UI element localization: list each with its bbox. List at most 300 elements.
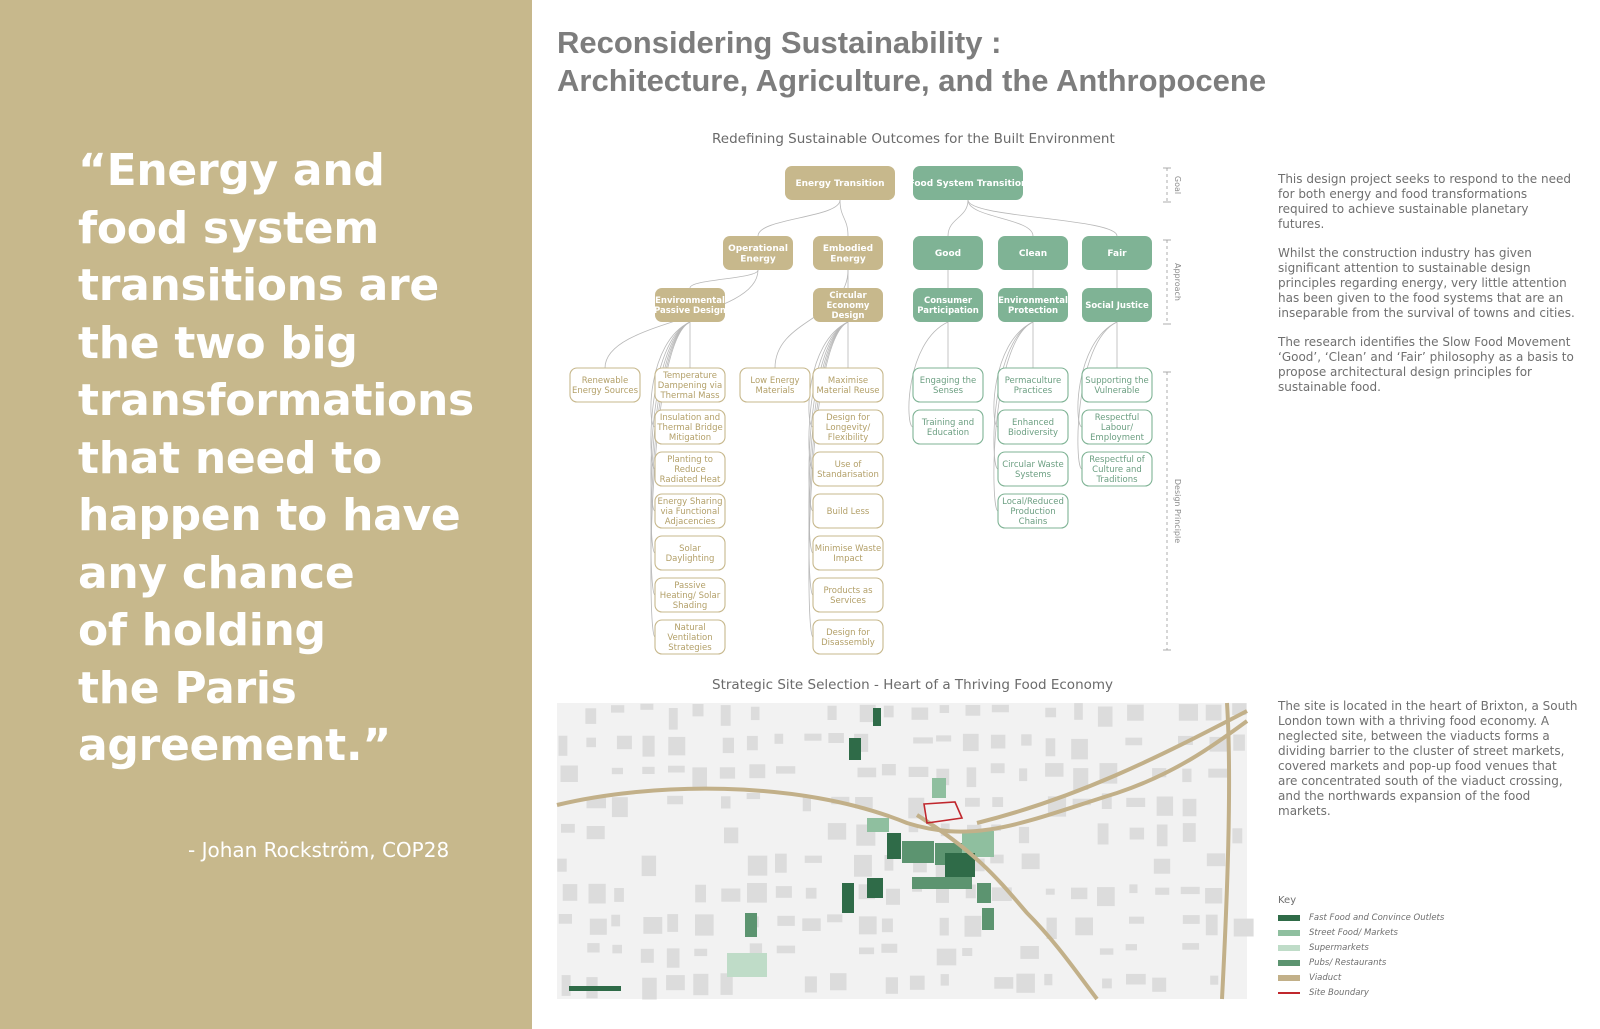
approach-energy [723, 236, 793, 270]
building-block [1130, 828, 1145, 840]
principle-social [1082, 368, 1152, 402]
principle-passive [655, 410, 725, 444]
building-block [695, 885, 706, 903]
building-block [667, 914, 678, 932]
building-block [611, 705, 624, 712]
sub-approach-food-label: Participation [917, 305, 979, 316]
principle-social-label: Respectful of [1089, 454, 1145, 465]
principle-passive [655, 536, 725, 570]
principle-renewable-label: Renewable [581, 375, 629, 386]
fast-food-block [569, 986, 621, 991]
building-block [1208, 769, 1228, 778]
building-block [748, 856, 768, 876]
key-item [1278, 970, 1444, 985]
key-item [1278, 955, 1444, 970]
building-block [802, 918, 820, 931]
principle-environmental-label: Circular Waste [1002, 459, 1064, 470]
principle-passive [655, 368, 725, 402]
connector-line [840, 200, 848, 236]
building-block [561, 766, 578, 783]
building-block [693, 704, 704, 716]
building-block [589, 884, 606, 904]
principle-circular-label: Products as [823, 585, 873, 596]
principle-consumer [913, 410, 983, 444]
building-block [966, 705, 981, 716]
building-block [612, 797, 628, 817]
description-paragraph: This design project seeks to respond to the need for both energy and food transformations required to achieve sustainable planetary futures. [1278, 172, 1571, 231]
fast-food-block [945, 853, 975, 877]
principle-circular-label: Longevity/ [825, 422, 871, 433]
key-label: Supermarkets [1309, 942, 1369, 953]
principle-low_energy [740, 368, 810, 402]
building-block [1097, 887, 1115, 906]
key-label: Site Boundary [1309, 987, 1369, 998]
principle-social [1082, 410, 1152, 444]
building-block [967, 767, 977, 787]
building-block [1129, 884, 1137, 893]
principle-circular [813, 578, 883, 612]
principle-circular-label: Minimise Waste [814, 543, 882, 554]
level-label: Approach [1173, 262, 1182, 302]
building-block [747, 736, 758, 750]
building-block [1071, 888, 1087, 900]
building-block [1019, 768, 1027, 781]
fast-food-block [873, 708, 881, 726]
building-block [643, 917, 662, 934]
key-swatch [1278, 915, 1300, 921]
principle-passive-label: Ventilation [667, 632, 713, 643]
building-block [749, 764, 765, 778]
building-block [612, 945, 622, 954]
principle-circular-label: Flexibility [827, 432, 869, 443]
building-block [724, 828, 738, 844]
building-block [750, 943, 762, 954]
restaurant-block [912, 877, 972, 889]
sub-approach-energy [654, 288, 726, 322]
principle-circular-label: Maximise [827, 375, 869, 386]
building-block [612, 768, 623, 774]
key-label: Street Food/ Markets [1309, 927, 1398, 938]
building-block [1206, 915, 1218, 936]
building-block [642, 856, 657, 877]
building-block [803, 797, 811, 811]
key-item [1278, 940, 1444, 955]
building-block [777, 916, 794, 926]
building-block [693, 974, 708, 995]
building-block [1129, 917, 1144, 924]
principle-circular-label: Standarisation [817, 469, 879, 480]
level-label: Design Principle [1173, 478, 1182, 544]
building-block [1046, 738, 1056, 756]
project-description [1278, 172, 1578, 409]
building-block [1154, 859, 1170, 874]
approach-energy-label: Energy [830, 254, 866, 265]
map-description-text: The site is located in the heart of Brixton, a South London town with a thriving food economy. A neglected site, between the viaducts forms a dividing barrier to the cluster of street markets, covered markets and pop-up food venues that are concentrated south of the viaduct crossing, and the northwards expansion of the food markets. [1278, 699, 1578, 818]
principle-circular [813, 620, 883, 654]
map-key [1278, 895, 1444, 1000]
building-block [940, 705, 950, 713]
fast-food-block [849, 738, 861, 760]
principle-renewable-label: Energy Sources [571, 385, 639, 396]
building-block [1206, 705, 1222, 721]
key-swatch [1278, 930, 1300, 936]
building-block [1045, 708, 1056, 718]
principle-passive-label: Radiated Heat [659, 474, 721, 485]
connector-line [968, 200, 1033, 236]
street-food-block [867, 818, 889, 832]
building-block [590, 919, 607, 935]
principle-passive-label: Daylighting [665, 553, 715, 564]
building-block [1075, 918, 1093, 936]
building-block [886, 977, 898, 994]
building-block [1183, 799, 1197, 817]
fast-food-block [867, 878, 883, 898]
principle-circular-label: Material Reuse [816, 385, 880, 396]
building-block [827, 914, 842, 922]
building-block [561, 824, 575, 833]
sub-approach-energy-label: Passive Design [654, 305, 726, 316]
principle-environmental [998, 452, 1068, 486]
principle-consumer-label: Engaging the [919, 375, 977, 386]
building-block [1207, 853, 1226, 866]
principle-passive-label: Insulation and [659, 412, 721, 423]
building-block [1074, 703, 1083, 720]
principle-passive-label: Thermal Mass [660, 390, 720, 401]
approach-food-label: Clean [1018, 249, 1048, 260]
building-block [563, 884, 578, 901]
building-block [1071, 739, 1088, 760]
key-item [1278, 925, 1444, 940]
connector-line [758, 200, 840, 236]
building-block [962, 948, 972, 956]
building-block [692, 767, 707, 787]
building-block [611, 915, 620, 927]
principle-environmental-label: Chains [1018, 516, 1048, 527]
building-block [775, 854, 787, 873]
building-block [1044, 974, 1052, 985]
building-block [1233, 735, 1245, 751]
principle-social-label: Culture and [1092, 464, 1142, 475]
sub-approach-food-label: Protection [1008, 305, 1058, 316]
description-paragraph: The research identifies the Slow Food Movement ‘Good’, ‘Clean’ and ‘Fair’ philosophy as a basis to propose architectural design principles for sustainable food. [1278, 335, 1574, 394]
building-block [913, 737, 933, 743]
building-block [828, 706, 837, 720]
building-block [559, 914, 572, 924]
building-block [642, 978, 657, 1000]
building-block [587, 826, 605, 839]
sub-approach-energy [813, 288, 883, 322]
building-block [559, 736, 568, 756]
key-swatch [1278, 975, 1300, 981]
principle-environmental-label: Biodiversity [1007, 427, 1059, 438]
sub-approach-food [1082, 288, 1152, 322]
building-block [777, 946, 795, 954]
building-block [557, 859, 566, 872]
sub-approach-food [913, 288, 983, 322]
building-block [775, 734, 784, 744]
building-block [586, 738, 596, 748]
sub-approach-food [998, 288, 1068, 322]
building-block [1102, 979, 1112, 989]
building-block [667, 796, 683, 805]
building-block [695, 914, 714, 935]
key-title: Key [1278, 895, 1297, 906]
building-block [1100, 948, 1114, 954]
key-label: Pubs/ Restaurants [1309, 957, 1387, 968]
connector-line [968, 200, 1117, 236]
building-block [1126, 798, 1145, 807]
principle-environmental-label: Practices [1013, 385, 1053, 396]
key-items [1278, 910, 1444, 1000]
sustainability-diagram [560, 160, 1180, 660]
principle-renewable [570, 368, 640, 402]
page-title: Reconsidering Sustainability : Architecture, Agriculture, and the Anthropocene [557, 25, 1267, 98]
site-map [557, 703, 1247, 999]
building-block [587, 943, 599, 952]
building-block [666, 975, 685, 990]
building-block [828, 733, 844, 743]
approach-energy-label: Embodied [822, 243, 874, 254]
building-block [1182, 769, 1191, 783]
building-block [886, 889, 900, 905]
principle-circular [813, 410, 883, 444]
building-block [1234, 919, 1254, 937]
building-block [858, 768, 877, 778]
building-block [1157, 825, 1168, 847]
goal-food-label: Food System Transition [908, 179, 1028, 190]
building-block [751, 707, 760, 720]
principle-circular-label: Services [830, 595, 866, 606]
principle-environmental [998, 368, 1068, 402]
building-block [669, 708, 678, 730]
principle-circular-label: Disassembly [821, 637, 875, 648]
building-block [1020, 946, 1039, 959]
map-description [1278, 699, 1578, 833]
approach-food [1082, 236, 1152, 270]
principle-social-label: Labour/ [1100, 422, 1134, 433]
building-block [1126, 944, 1137, 950]
principle-passive-label: Strategies [668, 642, 712, 653]
building-block [643, 736, 655, 757]
principle-consumer-label: Senses [932, 385, 964, 396]
principle-social-label: Traditions [1096, 474, 1138, 485]
building-block [941, 974, 949, 986]
diagram-title: Redefining Sustainable Outcomes for the Built Environment [712, 131, 1115, 147]
key-label: Fast Food and Convince Outlets [1309, 912, 1445, 923]
building-block [882, 764, 896, 775]
sub-approach-food-label: Consumer [923, 295, 973, 306]
building-block [1098, 707, 1113, 727]
building-block [936, 735, 951, 741]
principle-environmental-label: Permaculture [1004, 375, 1062, 386]
principle-circular-label: Design for [826, 412, 870, 423]
building-block [1182, 943, 1199, 950]
map-title: Strategic Site Selection - Heart of a Thriving Food Economy [712, 677, 1114, 693]
building-block [1021, 734, 1031, 745]
building-block [991, 763, 1005, 773]
approach-food-label: Fair [1107, 249, 1127, 260]
connector-line [948, 200, 968, 236]
principle-passive [655, 578, 725, 612]
building-block [908, 798, 924, 819]
approach-energy-label: Operational [728, 243, 788, 254]
building-block [668, 737, 685, 756]
key-item [1278, 910, 1444, 925]
principle-passive-label: Reduce [674, 464, 706, 475]
sub-approach-food-label: Social Justice [1085, 300, 1149, 311]
restaurant-block [982, 908, 994, 930]
principle-circular-label: Impact [833, 553, 863, 564]
goal-food [909, 166, 1028, 200]
building-block [617, 736, 632, 750]
building-block [912, 708, 929, 720]
building-block [1019, 827, 1029, 843]
building-block [830, 973, 847, 990]
building-block [747, 883, 767, 903]
building-block [1179, 704, 1198, 721]
restaurant-block [745, 913, 757, 937]
level-label: Goal [1173, 175, 1182, 195]
building-block [1127, 705, 1144, 721]
building-block [991, 735, 1006, 749]
sub-approach-energy-label: Economy [826, 300, 870, 311]
building-block [585, 708, 596, 724]
building-block [1205, 888, 1222, 904]
goal-energy [785, 166, 895, 200]
principle-social [1082, 452, 1152, 486]
principle-passive [655, 494, 725, 528]
key-swatch [1278, 992, 1300, 994]
approach-energy [813, 236, 883, 270]
street-food-block [932, 778, 946, 798]
principle-passive-label: via Functional [660, 506, 720, 517]
sub-approach-energy-label: Circular [829, 290, 867, 301]
building-block [668, 766, 685, 773]
principle-passive [655, 452, 725, 486]
principle-environmental-label: Production [1010, 506, 1056, 517]
building-block [1155, 888, 1169, 895]
level-markers [1163, 168, 1182, 650]
principle-passive-label: Shading [672, 600, 708, 611]
principle-environmental-label: Enhanced [1011, 417, 1055, 428]
restaurant-block [977, 883, 991, 903]
building-block [562, 975, 571, 996]
principle-circular [813, 452, 883, 486]
building-block [937, 949, 957, 966]
building-block [940, 918, 949, 936]
building-block [776, 886, 792, 898]
building-block [854, 855, 872, 877]
building-block [1045, 763, 1063, 777]
building-block [884, 706, 894, 718]
building-block [804, 734, 821, 741]
building-block [747, 793, 761, 799]
sub-approach-energy-label: Environmental [655, 295, 725, 306]
building-block [694, 949, 707, 956]
building-block [1152, 978, 1166, 992]
principle-passive [655, 620, 725, 654]
restaurant-block [902, 841, 934, 863]
principle-social-label: Supporting the [1085, 375, 1149, 386]
principle-consumer-label: Training and [921, 417, 975, 428]
building-block [1046, 889, 1055, 895]
principle-passive-label: Natural [674, 622, 706, 633]
building-block [1098, 823, 1109, 844]
building-block [1125, 738, 1142, 746]
goal-energy-label: Energy Transition [795, 179, 885, 190]
quote-panel [0, 0, 532, 1029]
building-block [965, 916, 982, 937]
principle-circular-label: Design for [826, 627, 870, 638]
principle-circular [813, 368, 883, 402]
principle-passive-label: Thermal Bridge [657, 422, 723, 433]
building-block [1157, 797, 1174, 816]
sub-approach-food-label: Environmental [998, 295, 1068, 306]
building-block [1210, 976, 1218, 985]
building-block [859, 916, 877, 934]
building-block [723, 738, 734, 753]
building-block [828, 823, 846, 840]
building-block [1016, 974, 1035, 993]
building-block [1232, 828, 1242, 843]
building-block [1183, 823, 1196, 842]
supermarket-block [727, 953, 767, 977]
building-block [1126, 974, 1146, 985]
principle-social-label: Vulnerable [1094, 385, 1140, 396]
principle-passive-label: Planting to [667, 454, 713, 465]
building-block [992, 705, 1009, 713]
principle-low_energy-label: Low Energy [750, 375, 800, 386]
fast-food-block [842, 883, 854, 913]
principle-passive-label: Solar [679, 543, 701, 554]
approach-energy-label: Energy [740, 254, 776, 265]
key-label: Viaduct [1309, 972, 1342, 983]
principle-environmental [998, 410, 1068, 444]
principle-environmental-label: Local/Reduced [1002, 496, 1064, 507]
principle-environmental-label: Systems [1014, 469, 1052, 480]
connector-line [690, 270, 758, 288]
principle-social-label: Employment [1090, 432, 1144, 443]
building-block [910, 976, 925, 990]
building-block [965, 798, 980, 807]
principle-passive-label: Energy Sharing [657, 496, 723, 507]
building-block [1022, 854, 1040, 870]
key-item [1278, 985, 1444, 1000]
quote-author: - Johan Rockström, COP28 [188, 838, 450, 862]
description-paragraph: Whilst the construction industry has given significant attention to sustainable design principles regarding energy, very little attention has been given to the food systems that are an inseparable from the survival of towns and cities. [1278, 246, 1575, 320]
building-block [721, 889, 740, 902]
principle-circular [813, 536, 883, 570]
principle-circular-label: Build Less [826, 506, 870, 517]
principle-passive-label: Mitigation [668, 432, 712, 443]
building-block [992, 797, 1003, 807]
building-block [859, 948, 874, 955]
sub-approach-energy-label: Design [831, 310, 865, 321]
building-block [667, 948, 680, 967]
building-block [806, 888, 817, 899]
building-block [882, 919, 893, 933]
building-block [721, 796, 731, 808]
building-block [642, 767, 654, 774]
building-block [640, 704, 653, 710]
building-block [1183, 915, 1200, 924]
key-swatch [1278, 960, 1300, 966]
principle-circular [813, 494, 883, 528]
building-block [805, 976, 817, 992]
approach-food [913, 236, 983, 270]
building-block [994, 977, 1013, 989]
principle-passive-label: Dampening via [657, 380, 723, 391]
